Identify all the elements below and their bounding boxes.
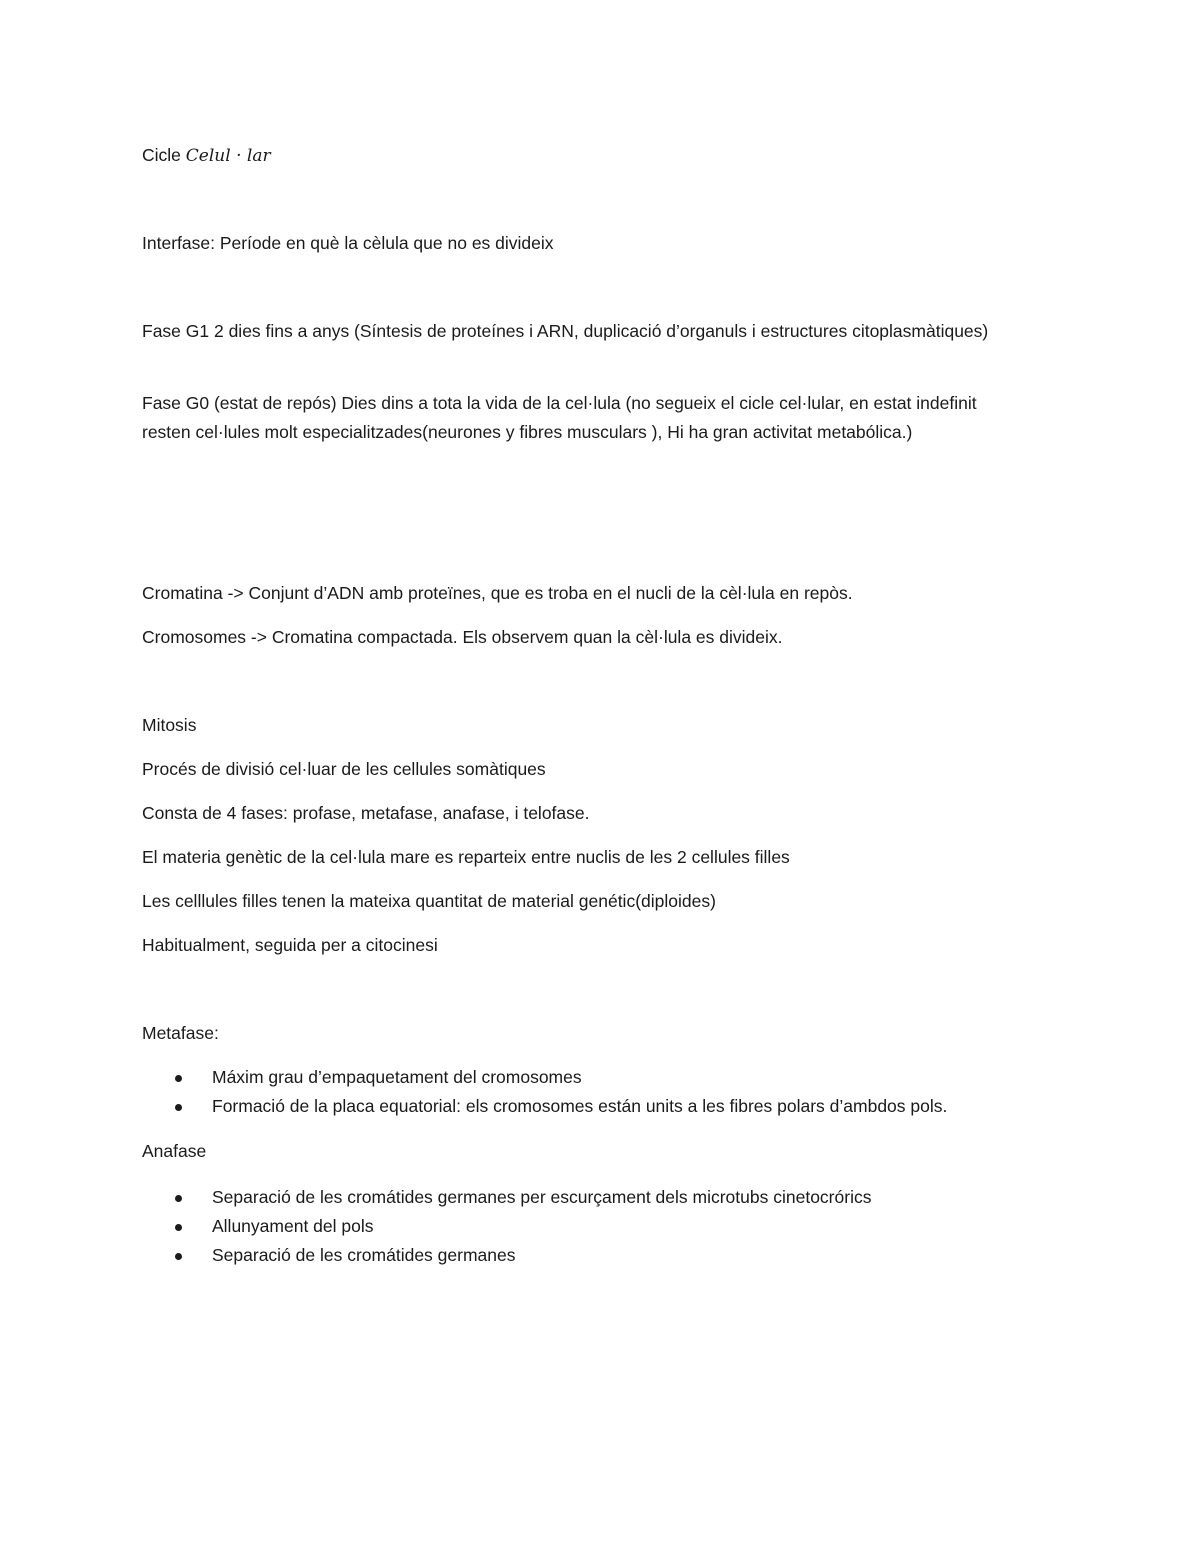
anafase-list xyxy=(142,1183,871,1270)
bullet-icon xyxy=(175,1253,182,1260)
list-item xyxy=(142,1063,947,1092)
cromosomes-line: Cromosomes -> Cromatina compactada. Els observem quan la cèl·lula es divideix. xyxy=(142,627,783,647)
list-item-text: Formació de la placa equatorial: els cromosomes están units a les fibres polars d’ambdos pols. xyxy=(212,1096,948,1116)
metafase-heading: Metafase: xyxy=(142,1023,219,1043)
mitosis-line: Les celllules filles tenen la mateixa quantitat de material genétic(diploides) xyxy=(142,891,716,911)
mitosis-line: El materia genètic de la cel·lula mare es reparteix entre nuclis de les 2 cellules filles xyxy=(142,847,790,867)
list-item xyxy=(142,1212,871,1241)
document-title xyxy=(142,141,271,171)
mitosis-line: Procés de divisió cel·luar de les cellules somàtiques xyxy=(142,759,546,779)
list-item-text: Separació de les cromátides germanes xyxy=(212,1245,516,1265)
bullet-icon xyxy=(175,1104,182,1111)
bullet-icon xyxy=(175,1195,182,1202)
mitosis-heading: Mitosis xyxy=(142,715,197,735)
interfase-line: Interfase: Període en què la cèlula que no es divideix xyxy=(142,233,554,253)
cromatina-line: Cromatina -> Conjunt d’ADN amb proteïnes, que es troba en el nucli de la cèl·lula en repòs. xyxy=(142,583,853,603)
title-math: Celul · lar xyxy=(185,146,271,166)
list-item-text: Máxim grau d’empaquetament del cromosomes xyxy=(212,1067,582,1087)
bullet-icon xyxy=(175,1224,182,1231)
anafase-heading: Anafase xyxy=(142,1141,207,1161)
bullet-icon xyxy=(175,1075,182,1082)
list-item-text: Allunyament del pols xyxy=(212,1216,374,1236)
title-prefix: Cicle xyxy=(142,145,181,165)
list-item xyxy=(142,1092,947,1121)
metafase-list xyxy=(142,1063,947,1121)
mitosis-line: Consta de 4 fases: profase, metafase, anafase, i telofase. xyxy=(142,803,590,823)
fase-g1-paragraph: Fase G1 2 dies fins a anys (Síntesis de proteínes i ARN, duplicació d’organuls i estructures citoplasmàtiques) xyxy=(142,321,989,341)
list-item-text: Separació de les cromátides germanes per escurçament dels microtubs cinetocrórics xyxy=(212,1187,872,1207)
list-item xyxy=(142,1183,871,1212)
list-item xyxy=(142,1241,871,1270)
mitosis-line: Habitualment, seguida per a citocinesi xyxy=(142,935,438,955)
fase-g0-paragraph: Fase G0 (estat de repós) Dies dins a tota la vida de la cel·lula (no segueix el cicle cel·lular, en estat indefinit resten cel·lules molt especialitzades(neurones y fibres musculars ), Hi ha gran activitat metabólica.) xyxy=(142,393,977,442)
